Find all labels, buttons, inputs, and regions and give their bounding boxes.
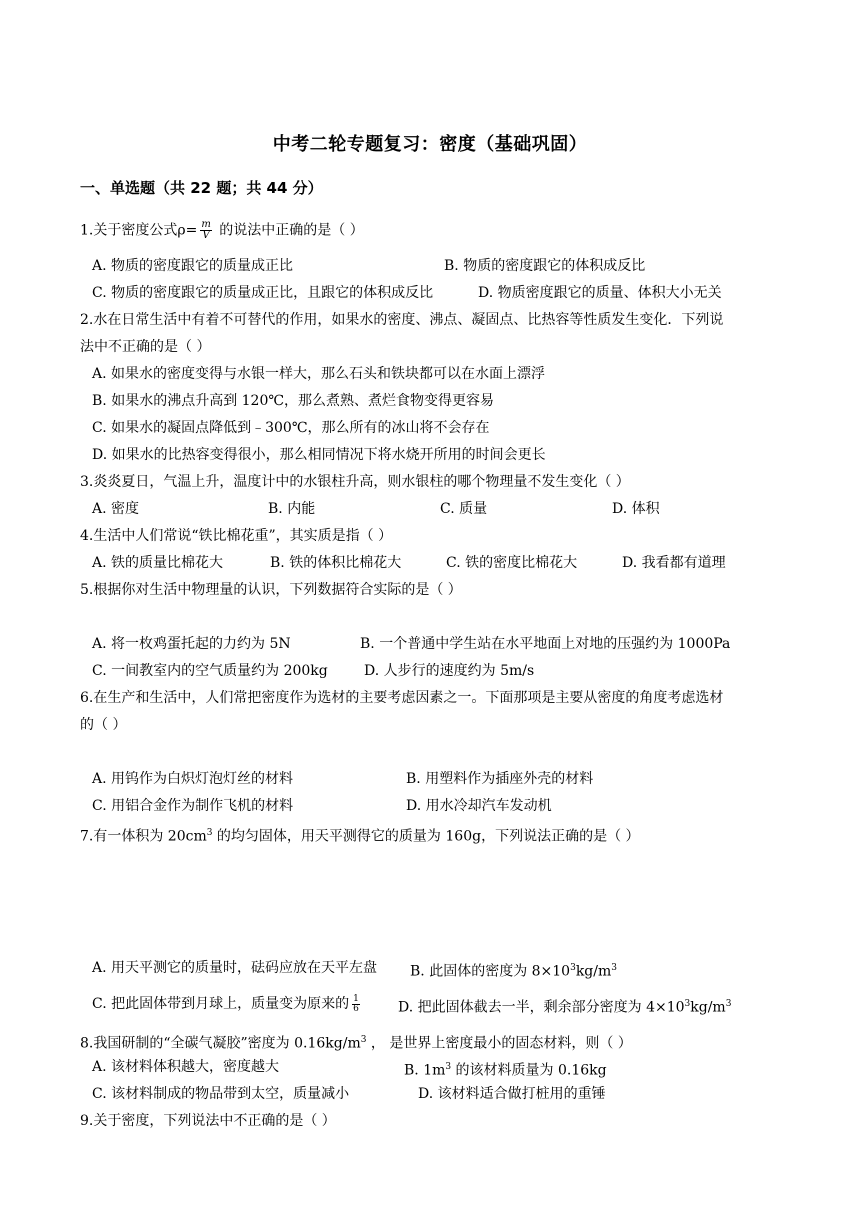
- q1-option-b: B. 物质的密度跟它的体积成反比: [444, 258, 646, 274]
- question-6-line-1: 6.在生产和生活中，人们常把密度作为选材的主要考虑因素之一。下面那项是主要从密度的角度考虑选材: [80, 690, 724, 706]
- q3-option-c: C. 质量: [440, 501, 488, 517]
- q5-option-c: C. 一间教室内的空气质量约为 200kg: [92, 663, 328, 679]
- q3-option-d: D. 体积: [612, 501, 660, 517]
- q2-option-b: B. 如果水的沸点升高到 120℃，那么煮熟、煮烂食物变得更容易: [92, 393, 495, 409]
- q8-option-c: C. 该材料制成的物品带到太空，质量减小: [92, 1086, 350, 1102]
- q2-option-a: A. 如果水的密度变得与水银一样大，那么石头和铁块都可以在水面上漂浮: [92, 366, 546, 382]
- q5-option-a: A. 将一枚鸡蛋托起的力约为 5N: [92, 636, 291, 652]
- q7-option-c: C. 把此固体带到月球上，质量变为原来的 $\frac{1}{6}$: [92, 993, 359, 1014]
- q1-option-a: A. 物质的密度跟它的质量成正比: [92, 258, 294, 274]
- q6-option-d: D. 用水冷却汽车发动机: [406, 798, 552, 814]
- question-5: 5.根据你对生活中物理量的认识，下列数据符合实际的是（ ）: [80, 582, 462, 598]
- q4-option-d: D. 我看都有道理: [622, 555, 726, 571]
- question-7: 7.有一体积为 $20cm^3$ 的均匀固体，用天平测得它的质量为 160g，下列说法正确的是（ ）: [80, 828, 640, 845]
- q2-option-c: C. 如果水的凝固点降低到﹣300℃，那么所有的冰山将不会存在: [92, 420, 490, 436]
- q8-option-b: B. $1m^3$ 的该材料质量为 0.16kg: [404, 1062, 607, 1079]
- q8-option-a: A. 该材料体积越大，密度越大: [92, 1059, 280, 1075]
- q3-option-b: B. 内能: [268, 501, 316, 517]
- q7-option-d: D. 把此固体截去一半，剩余部分密度为 $4\times 10^3kg/m^3$: [398, 999, 732, 1016]
- question-6-line-2: 的（ ）: [80, 717, 127, 733]
- question-9: 9.关于密度，下列说法中不正确的是（ ）: [80, 1113, 336, 1129]
- q3-option-a: A. 密度: [92, 501, 140, 517]
- question-4: 4.生活中人们常说“铁比棉花重”，其实质是指（ ）: [80, 528, 393, 544]
- q6-option-a: A. 用钨作为白炽灯泡灯丝的材料: [92, 771, 294, 787]
- q5-option-d: D. 人步行的速度约为 5m/s: [364, 663, 535, 679]
- q4-option-a: A. 铁的质量比棉花大: [92, 555, 224, 571]
- q6-option-b: B. 用塑料作为插座外壳的材料: [406, 771, 594, 787]
- question-3: 3.炎炎夏日，气温上升，温度计中的水银柱升高，则水银柱的哪个物理量不发生变化（ ）: [80, 474, 630, 490]
- q4-option-c: C. 铁的密度比棉花大: [446, 555, 578, 571]
- q7-option-a: A. 用天平测它的质量时，砝码应放在天平左盘: [92, 960, 378, 976]
- q2-option-d: D. 如果水的比热容变得很小，那么相同情况下将水烧开所用的时间会更长: [92, 447, 546, 463]
- question-2-line-2: 法中不正确的是（ ）: [80, 339, 211, 355]
- q5-option-b: B. 一个普通中学生站在水平地面上对地的压强约为 1000Pa: [360, 636, 731, 652]
- question-1: 1.关于密度公式ρ= $\frac{m}{V}$ 的说法中正确的是（ ）: [80, 219, 364, 241]
- section-heading: 一、单选题（共 22 题；共 44 分）: [80, 179, 323, 197]
- q1-option-d: D. 物质密度跟它的质量、体积大小无关: [478, 285, 722, 301]
- question-8: 8.我国研制的“全碳气凝胶”密度为 $0.16kg/m^3$ ， 是世界上密度最小的固态材料，则（ ）: [80, 1035, 632, 1052]
- q6-option-c: C. 用铝合金作为制作飞机的材料: [92, 798, 294, 814]
- density-formula-fraction: $\frac{m}{V}$: [201, 219, 211, 241]
- page-title: 中考二轮专题复习：密度（基础巩固）: [272, 134, 588, 155]
- one-sixth-fraction: $\frac{1}{6}$: [353, 993, 359, 1014]
- question-2-line-1: 2.水在日常生活中有着不可替代的作用，如果水的密度、沸点、凝固点、比热容等性质发生变化．下列说: [80, 312, 724, 328]
- q1-option-c: C. 物质的密度跟它的质量成正比，且跟它的体积成反比: [92, 285, 434, 301]
- q8-option-d: D. 该材料适合做打桩用的重锤: [418, 1086, 606, 1102]
- q4-option-b: B. 铁的体积比棉花大: [270, 555, 402, 571]
- q7-option-b: B. 此固体的密度为 $8\times 10^3kg/m^3$: [410, 963, 617, 980]
